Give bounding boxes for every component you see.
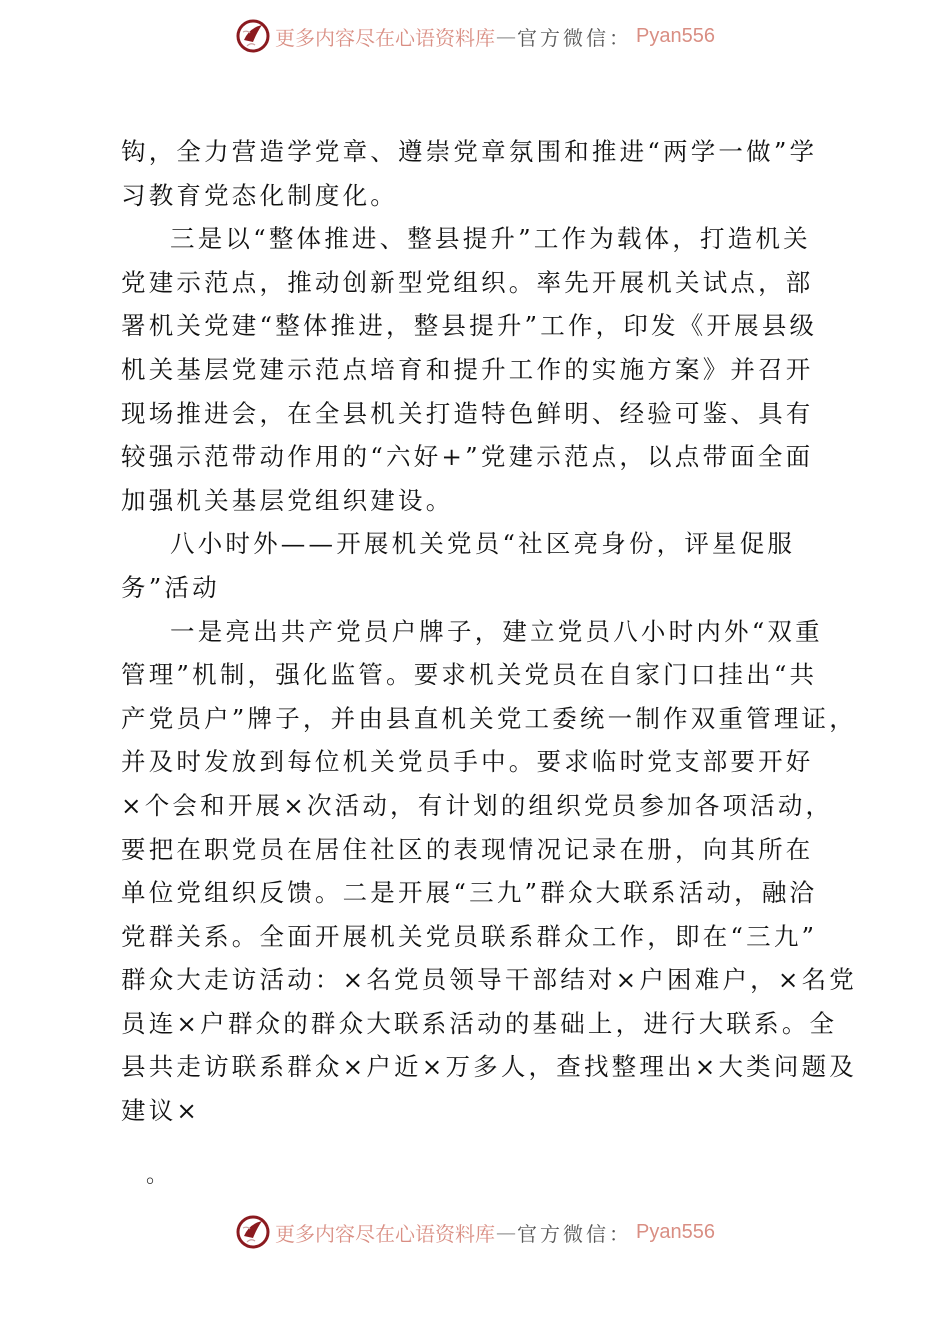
text-line: 管理”机制，强化监管。要求机关党员在自家门口挂出“共 bbox=[121, 660, 818, 690]
footer-banner bbox=[0, 1210, 950, 1254]
paragraph-start-line: 三是以“整体推进、整县提升”工作为载体，打造机关 bbox=[170, 224, 811, 254]
text-line: 县共走访联系群众×户近×万多人，查找整理出×大类问题及 bbox=[121, 1052, 857, 1082]
quill-pen-logo-icon bbox=[235, 18, 271, 54]
site-name-text: 更多内容尽在心语资料库 bbox=[275, 25, 496, 50]
text-line: 单位党组织反馈。二是开展“三九”群众大联系活动，融洽 bbox=[121, 878, 818, 908]
wechat-label: 官方微信： bbox=[517, 25, 633, 50]
text-line: ×个会和开展×次活动，有计划的组织党员参加各项活动， bbox=[121, 790, 834, 820]
text-line: 党群关系。全面开展机关党员联系群众工作，即在“三九” bbox=[121, 921, 818, 951]
text-line: 现场推进会，在全县机关打造特色鲜明、经验可鉴、具有 bbox=[121, 398, 814, 428]
separator-dash: — bbox=[496, 1220, 517, 1244]
site-name-text: 更多内容尽在心语资料库 bbox=[275, 1221, 496, 1246]
trailing-period: 。 bbox=[146, 1163, 169, 1188]
text-line: 建议× bbox=[121, 1096, 201, 1126]
text-line: 并及时发放到每位机关党员手中。要求临时党支部要开好 bbox=[121, 747, 814, 777]
wechat-id: Pyan556 bbox=[636, 24, 715, 47]
text-line: 加强机关基层党组织建设。 bbox=[121, 485, 454, 515]
text-line: 员连×户群众的群众大联系活动的基础上，进行大联系。全 bbox=[121, 1008, 838, 1038]
text-line: 钩，全力营造学党章、遵崇党章氛围和推进“两学一做”学 bbox=[121, 137, 818, 166]
text-line: 机关基层党建示范点培育和提升工作的实施方案》并召开 bbox=[121, 354, 814, 384]
section-heading-line: 八小时外——开展机关党员“社区亮身份，评星促服 bbox=[170, 529, 796, 559]
document-body bbox=[121, 130, 857, 1133]
text-line: 署机关党建“整体推进，整县提升”工作，印发《开展县级 bbox=[121, 311, 818, 341]
separator-dash: — bbox=[496, 24, 517, 48]
text-line: 产党员户”牌子，并由县直机关党工委统一制作双重管理证， bbox=[121, 703, 857, 733]
paragraph-start-line: 一是亮出共产党员户牌子，建立党员八小时内外“双重 bbox=[170, 616, 823, 646]
header-banner bbox=[0, 14, 950, 58]
text-line: 较强示范带动作用的“六好+”党建示范点，以点带面全面 bbox=[121, 442, 814, 472]
wechat-id: Pyan556 bbox=[636, 1220, 715, 1243]
text-line: 党建示范点，推动创新型党组织。率先开展机关试点，部 bbox=[121, 267, 814, 297]
text-line: 群众大走访活动：×名党员领导干部结对×户困难户，×名党 bbox=[121, 965, 857, 995]
text-line: 要把在职党员在居住社区的表现情况记录在册，向其所在 bbox=[121, 834, 814, 864]
text-line: 习教育党态化制度化。 bbox=[121, 180, 398, 210]
quill-pen-logo-icon bbox=[235, 1214, 271, 1250]
wechat-label: 官方微信： bbox=[517, 1221, 633, 1246]
section-heading-line: 务”活动 bbox=[121, 572, 220, 602]
